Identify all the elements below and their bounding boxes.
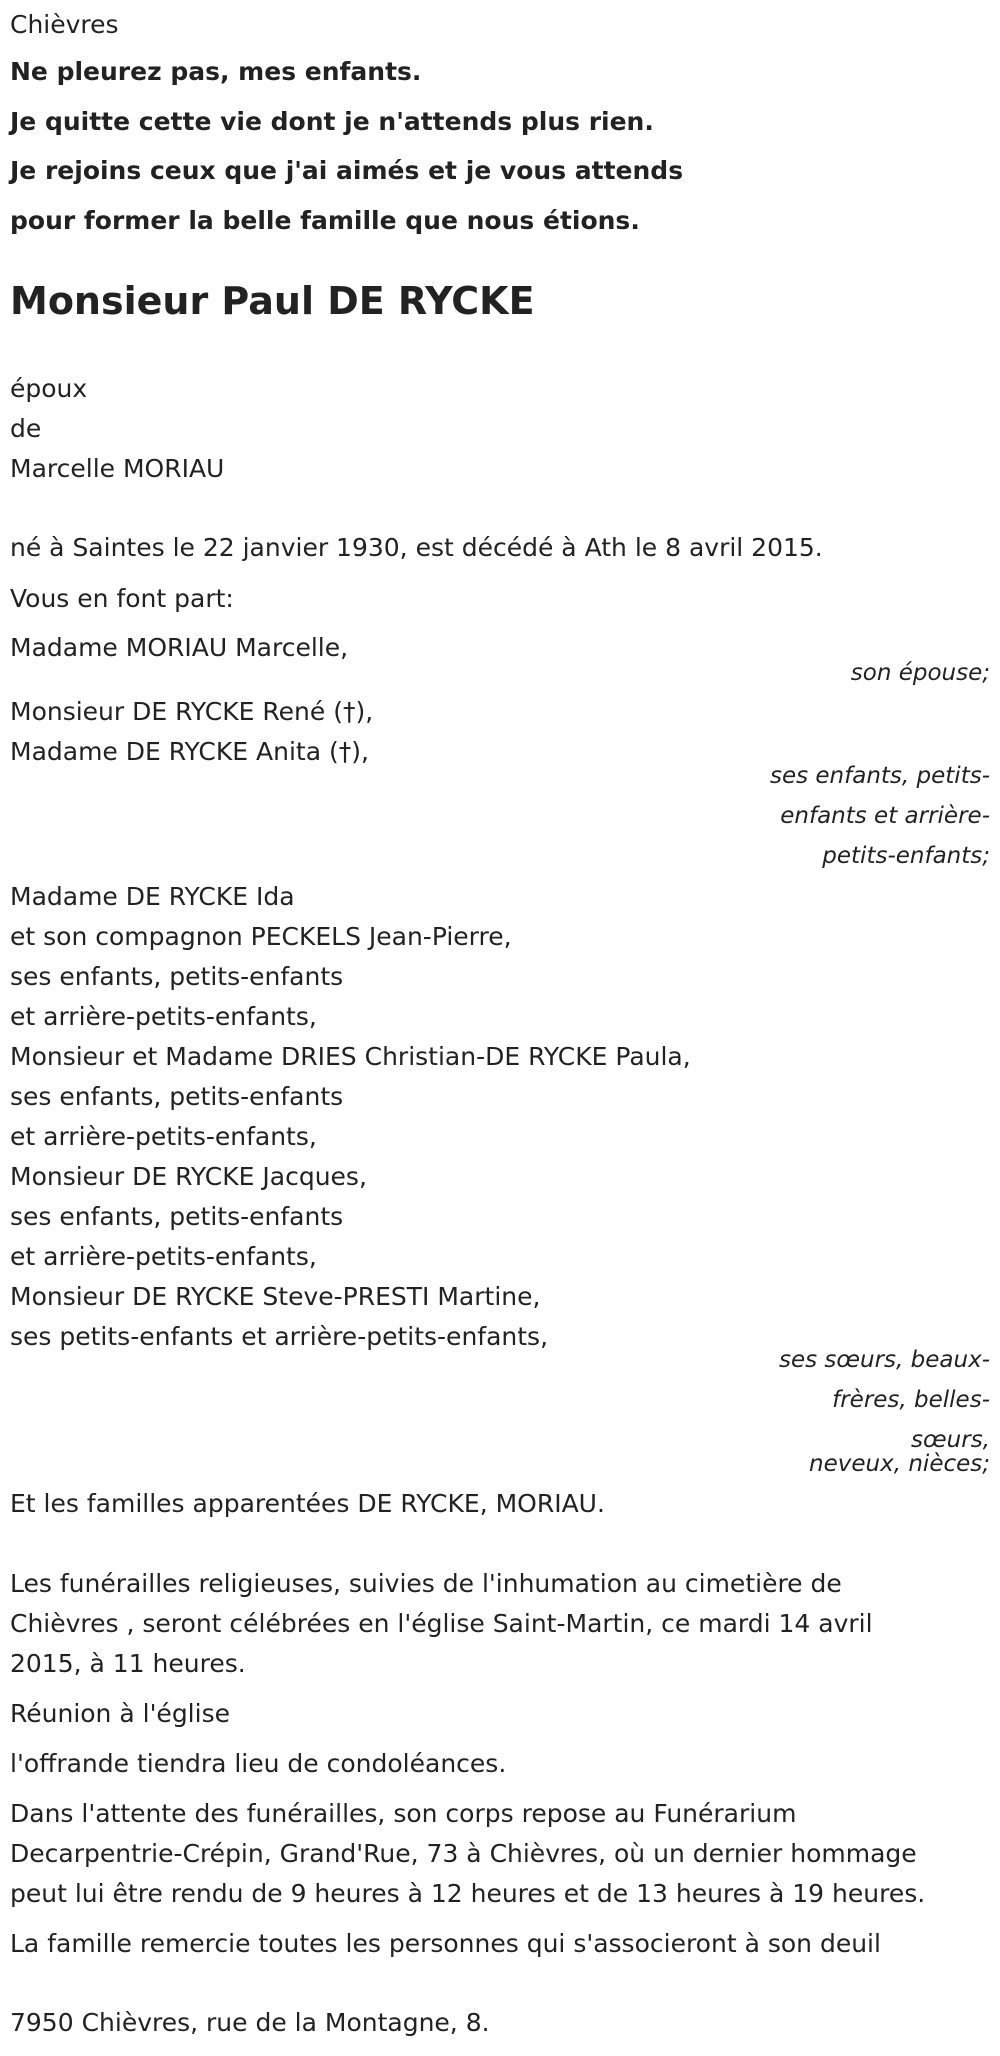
funeral-line: Les funérailles religieuses, suivies de l'inhumation au cimetière de	[10, 1569, 842, 1598]
sibling-line: et arrière-petits-enfants,	[10, 1002, 317, 1031]
sibling-line: Monsieur DE RYCKE Jacques,	[10, 1162, 367, 1191]
birth-death-line: né à Saintes le 22 janvier 1930, est décédé à Ath le 8 avril 2015.	[10, 533, 823, 562]
viewing-line: peut lui être rendu de 9 heures à 12 heures et de 13 heures à 19 heures.	[10, 1879, 926, 1908]
poem-line: pour former la belle famille que nous étions.	[10, 206, 640, 235]
child-name: Madame DE RYCKE Anita (†),	[10, 737, 369, 766]
announcement-intro: Vous en font part:	[10, 584, 234, 613]
poem-line: Ne pleurez pas, mes enfants.	[10, 57, 422, 86]
viewing-line: Dans l'attente des funérailles, son corps repose au Funérarium	[10, 1799, 797, 1828]
children-label-line: ses enfants, petits-	[769, 763, 990, 789]
children-label-line: petits-enfants;	[822, 843, 990, 869]
siblings-label-line: frères, belles-	[832, 1387, 990, 1413]
viewing-line: Decarpentrie-Crépin, Grand'Rue, 73 à Chièvres, où un dernier hommage	[10, 1839, 917, 1868]
sibling-line: ses enfants, petits-enfants	[10, 1082, 344, 1111]
spouse-relation-line: de	[10, 414, 42, 443]
deceased-name: Monsieur Paul DE RYCKE	[10, 279, 535, 323]
sibling-line: Madame DE RYCKE Ida	[10, 882, 295, 911]
related-families: Et les familles apparentées DE RYCKE, MORIAU.	[10, 1489, 605, 1518]
poem-line: Je quitte cette vie dont je n'attends plus rien.	[10, 107, 654, 136]
poem-line: Je rejoins ceux que j'ai aimés et je vous attends	[10, 156, 684, 185]
child-name: Monsieur DE RYCKE René (†),	[10, 697, 374, 726]
spouse-name: Madame MORIAU Marcelle,	[10, 633, 349, 662]
sibling-line: Monsieur DE RYCKE Steve-PRESTI Martine,	[10, 1282, 541, 1311]
sibling-line: ses enfants, petits-enfants	[10, 1202, 344, 1231]
siblings-label-line: ses sœurs, beaux-	[778, 1347, 990, 1373]
location-heading: Chièvres	[10, 10, 119, 39]
address-line: 7950 Chièvres, rue de la Montagne, 8.	[10, 2008, 490, 2037]
meeting-info: Réunion à l'église	[10, 1699, 230, 1728]
spouse-relation-line: époux	[10, 374, 88, 403]
thanks-line: La famille remercie toutes les personnes qui s'associeront à son deuil	[10, 1929, 881, 1958]
children-label-line: enfants et arrière-	[780, 803, 990, 829]
sibling-line: et arrière-petits-enfants,	[10, 1122, 317, 1151]
funeral-line: Chièvres , seront célébrées en l'église Saint-Martin, ce mardi 14 avril	[10, 1609, 873, 1638]
sibling-line: ses petits-enfants et arrière-petits-enfants,	[10, 1322, 549, 1351]
offering-info: l'offrande tiendra lieu de condoléances.	[10, 1749, 507, 1778]
funeral-line: 2015, à 11 heures.	[10, 1649, 246, 1678]
sibling-line: ses enfants, petits-enfants	[10, 962, 344, 991]
siblings-label-line: neveux, nièces;	[809, 1451, 990, 1477]
sibling-line: et son compagnon PECKELS Jean-Pierre,	[10, 922, 512, 951]
sibling-line: Monsieur et Madame DRIES Christian-DE RYCKE Paula,	[10, 1042, 691, 1071]
sibling-line: et arrière-petits-enfants,	[10, 1242, 317, 1271]
spouse-label: son épouse;	[850, 660, 990, 686]
spouse-relation-line: Marcelle MORIAU	[10, 454, 225, 483]
siblings-label-line: sœurs,	[911, 1427, 990, 1453]
